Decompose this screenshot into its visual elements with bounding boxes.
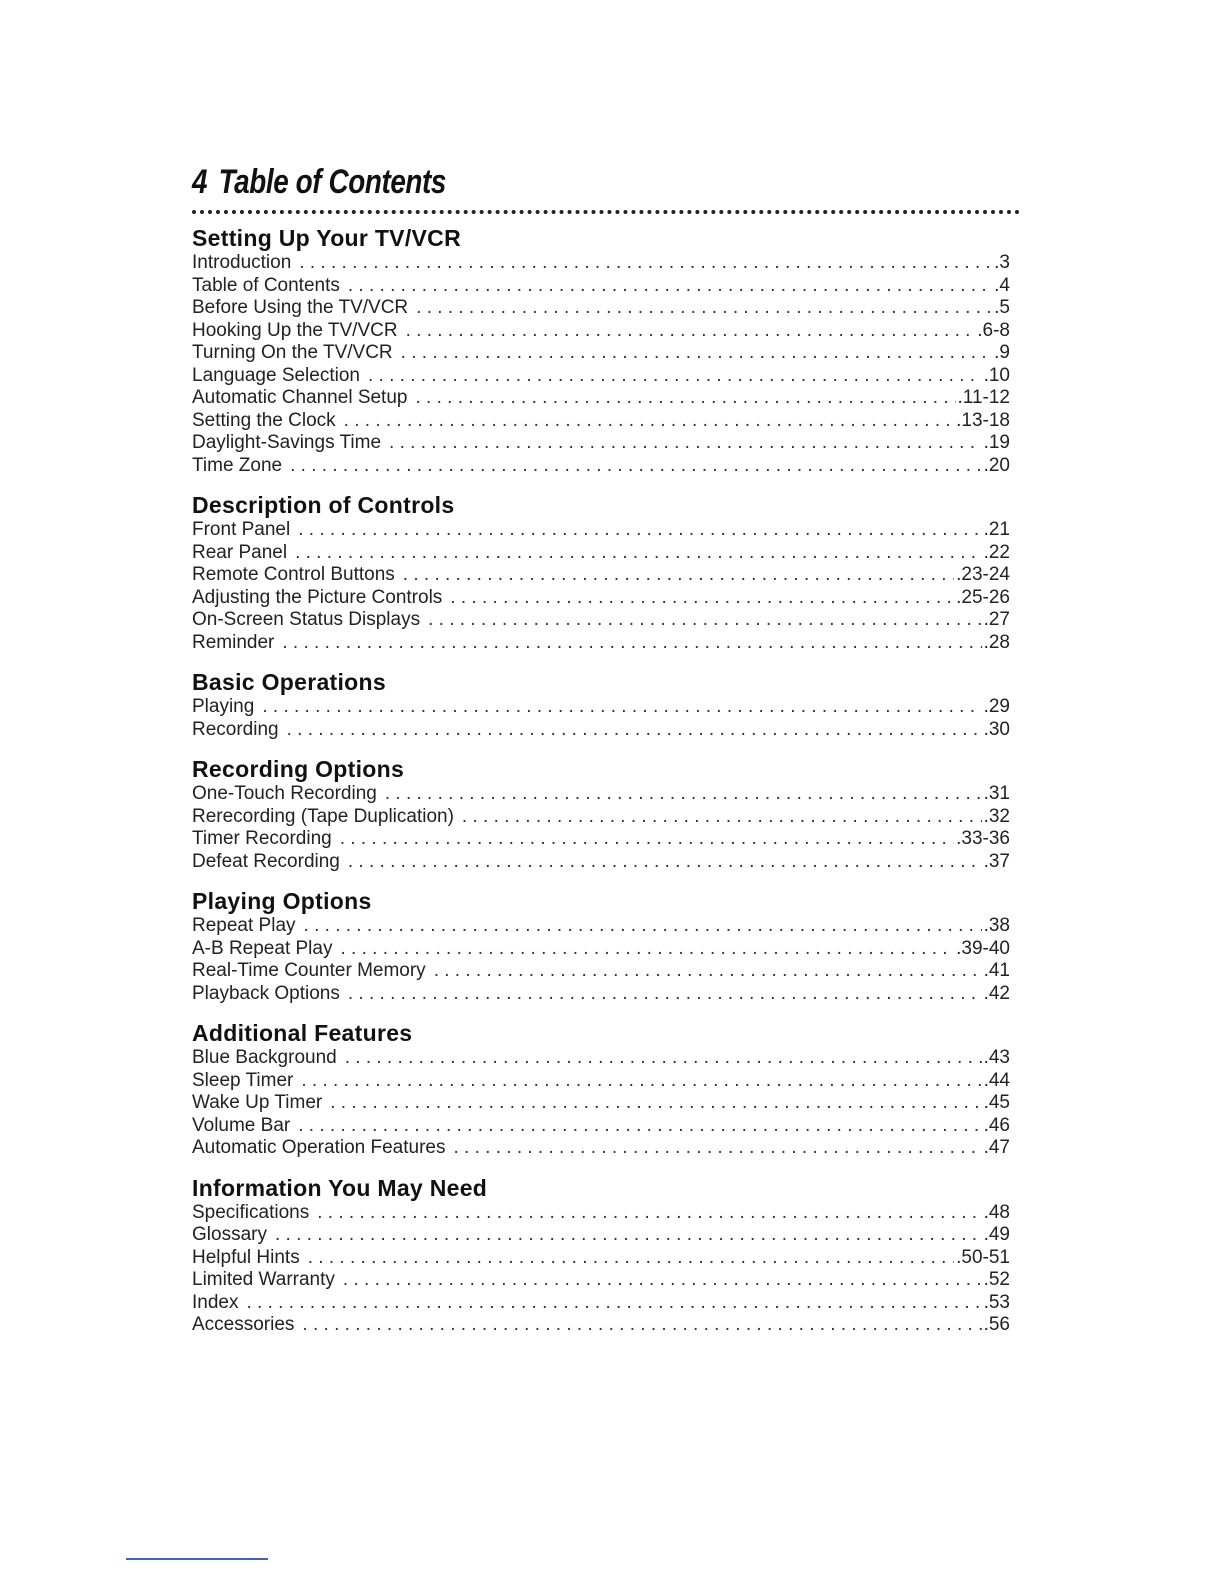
toc-entry: [192, 542, 1010, 565]
toc-entry-list: [192, 1202, 1010, 1337]
entry-title: Sleep Timer: [192, 1069, 294, 1091]
dot-leader: [368, 365, 982, 388]
entry-page-number: .19: [983, 432, 1010, 453]
entry-page-number: .11-12: [957, 387, 1010, 408]
toc-entry: [192, 297, 1010, 320]
entry-title: A-B Repeat Play: [192, 937, 333, 959]
entry-title: Automatic Operation Features: [192, 1137, 446, 1158]
toc-entry: [192, 983, 1010, 1006]
entry-title: Rerecording (Tape Duplication): [192, 805, 454, 827]
entry-title: Playing: [192, 696, 255, 717]
entry-title: Helpful Hints: [192, 1246, 300, 1268]
dot-leader: [348, 275, 992, 298]
entry-page-number: .39-40: [956, 937, 1010, 959]
entry-page-number: .31: [983, 783, 1010, 804]
section-title: Setting Up Your TV/VCR: [192, 225, 461, 251]
dot-leader: [348, 851, 982, 874]
toc-entry: [192, 455, 1010, 478]
toc-entry: [192, 587, 1010, 610]
dotted-divider: [192, 210, 1020, 214]
toc-section: [192, 1019, 1010, 1160]
dot-leader: [389, 432, 982, 455]
dot-leader: [340, 938, 954, 961]
dot-leader: [302, 1314, 981, 1337]
footer-rule: [126, 1558, 268, 1560]
dot-leader: [385, 783, 982, 806]
toc-entry: [192, 387, 1010, 410]
dot-leader: [287, 719, 982, 742]
dot-leader: [406, 320, 976, 343]
toc-entry: [192, 960, 1010, 983]
toc-entry: [192, 410, 1010, 433]
page-heading: [192, 160, 446, 204]
entry-page-number: .9: [994, 342, 1010, 363]
entry-title: Limited Warranty: [192, 1269, 335, 1290]
toc-entry: [192, 252, 1010, 275]
toc-entry: [192, 696, 1010, 719]
entry-page-number: .45: [983, 1092, 1010, 1113]
entry-title: Introduction: [192, 252, 292, 273]
entry-title: Daylight-Savings Time: [192, 432, 382, 453]
entry-page-number: .42: [983, 982, 1010, 1004]
dot-leader: [348, 983, 982, 1006]
entry-page-number: .32: [983, 805, 1010, 827]
entry-title: Remote Control Buttons: [192, 564, 395, 585]
entry-page-number: .27: [983, 609, 1010, 630]
toc-entry: [192, 342, 1010, 365]
entry-title: Rear Panel: [192, 541, 288, 563]
dot-leader: [403, 564, 954, 587]
toc-entry: [192, 851, 1010, 874]
dot-leader: [330, 1092, 981, 1115]
entry-title: Blue Background: [192, 1047, 337, 1068]
dot-leader: [462, 806, 982, 829]
entry-title: Defeat Recording: [192, 850, 340, 872]
dot-leader: [246, 1292, 981, 1315]
dot-leader: [434, 960, 982, 983]
entry-page-number: .46: [983, 1114, 1010, 1136]
toc-entry-list: [192, 783, 1010, 873]
toc-entry: [192, 806, 1010, 829]
dot-leader: [453, 1137, 981, 1160]
entry-title: Playback Options: [192, 982, 340, 1004]
toc-section: [192, 224, 1010, 477]
toc-entry: [192, 1314, 1010, 1337]
section-title: Description of Controls: [192, 492, 455, 518]
toc-entry: [192, 320, 1010, 343]
toc-section: [192, 887, 1010, 1005]
entry-page-number: .49: [983, 1224, 1010, 1245]
section-title: Additional Features: [192, 1020, 413, 1046]
entry-page-number: .13-18: [956, 409, 1010, 431]
toc-entry: [192, 519, 1010, 542]
toc-entry: [192, 828, 1010, 851]
page-number: 4: [192, 163, 208, 201]
entry-page-number: .10: [983, 364, 1010, 386]
toc-entry-list: [192, 915, 1010, 1005]
entry-page-number: .20: [983, 454, 1010, 476]
entry-page-number: .3: [994, 252, 1010, 273]
toc-entry: [192, 1115, 1010, 1138]
entry-page-number: .50-51: [956, 1246, 1010, 1268]
toc-entry-list: [192, 252, 1010, 477]
entry-title: Reminder: [192, 631, 275, 653]
toc-entry: [192, 719, 1010, 742]
entry-page-number: .53: [983, 1291, 1010, 1313]
entry-page-number: .41: [983, 960, 1010, 981]
dot-leader: [298, 519, 981, 542]
entry-page-number: .48: [983, 1201, 1010, 1223]
dot-leader: [290, 455, 981, 478]
entry-title: Glossary: [192, 1224, 267, 1245]
dot-leader: [275, 1224, 982, 1247]
entry-page-number: .22: [983, 541, 1010, 563]
toc-entry: [192, 564, 1010, 587]
entry-title: Wake Up Timer: [192, 1092, 323, 1113]
toc-entry: [192, 938, 1010, 961]
toc-entry: [192, 1137, 1010, 1160]
entry-title: One-Touch Recording: [192, 783, 377, 804]
toc-entry: [192, 1070, 1010, 1093]
dot-leader: [450, 587, 954, 610]
toc-entry: [192, 432, 1010, 455]
toc-entry: [192, 609, 1010, 632]
toc-section: [192, 755, 1010, 873]
entry-page-number: .29: [983, 696, 1010, 717]
toc-entry-list: [192, 1047, 1010, 1160]
toc-entry: [192, 915, 1010, 938]
toc-entry: [192, 1092, 1010, 1115]
entry-title: On-Screen Status Displays: [192, 609, 421, 630]
section-title: Playing Options: [192, 888, 372, 914]
entry-title: Volume Bar: [192, 1114, 291, 1136]
dot-leader: [301, 1070, 981, 1093]
table-of-contents: [192, 224, 1010, 1351]
entry-title: Repeat Play: [192, 915, 296, 936]
dot-leader: [415, 387, 955, 410]
entry-title: Hooking Up the TV/VCR: [192, 319, 398, 341]
entry-title: Time Zone: [192, 454, 283, 476]
toc-section: [192, 668, 1010, 741]
dot-leader: [416, 297, 992, 320]
entry-page-number: .43: [983, 1047, 1010, 1068]
toc-entry: [192, 632, 1010, 655]
page-title: Table of Contents: [218, 163, 447, 201]
dot-leader: [343, 1269, 982, 1292]
dot-leader: [262, 696, 981, 719]
dot-leader: [340, 828, 954, 851]
dot-leader: [299, 252, 992, 275]
entry-page-number: .33-36: [956, 828, 1010, 849]
dot-leader: [282, 632, 981, 655]
toc-section: [192, 491, 1010, 654]
dot-leader: [298, 1115, 981, 1138]
entry-page-number: .6-8: [977, 319, 1010, 341]
toc-entry: [192, 1269, 1010, 1292]
entry-title: Turning On the TV/VCR: [192, 342, 393, 363]
entry-page-number: .4: [994, 274, 1010, 296]
section-title: Information You May Need: [192, 1174, 488, 1201]
section-title: Basic Operations: [192, 669, 386, 695]
entry-title: Table of Contents: [192, 274, 340, 296]
dot-leader: [401, 342, 992, 365]
entry-page-number: .21: [983, 519, 1010, 540]
toc-entry: [192, 275, 1010, 298]
entry-title: Automatic Channel Setup: [192, 387, 408, 408]
entry-page-number: .56: [983, 1314, 1010, 1335]
entry-page-number: .44: [983, 1069, 1010, 1091]
dot-leader: [345, 1047, 982, 1070]
entry-title: Accessories: [192, 1314, 295, 1335]
toc-entry: [192, 1047, 1010, 1070]
toc-entry: [192, 1247, 1010, 1270]
entry-page-number: .47: [983, 1137, 1010, 1158]
dot-leader: [344, 410, 954, 433]
dot-leader: [428, 609, 981, 632]
toc-entry: [192, 1292, 1010, 1315]
toc-entry: [192, 1224, 1010, 1247]
entry-page-number: .5: [994, 297, 1010, 318]
entry-page-number: .25-26: [956, 586, 1010, 608]
toc-entry: [192, 365, 1010, 388]
entry-title: Recording: [192, 718, 279, 740]
entry-title: Real-Time Counter Memory: [192, 960, 426, 981]
entry-title: Language Selection: [192, 364, 360, 386]
toc-entry-list: [192, 519, 1010, 654]
entry-page-number: .23-24: [956, 564, 1010, 585]
entry-title: Setting the Clock: [192, 409, 336, 431]
entry-title: Index: [192, 1291, 239, 1313]
toc-entry-list: [192, 696, 1010, 741]
toc-entry: [192, 783, 1010, 806]
entry-page-number: .30: [983, 718, 1010, 740]
entry-page-number: .28: [983, 631, 1010, 653]
dot-leader: [308, 1247, 954, 1270]
entry-page-number: .38: [983, 915, 1010, 936]
entry-title: Timer Recording: [192, 828, 332, 849]
toc-section: [192, 1174, 1010, 1337]
entry-title: Front Panel: [192, 519, 291, 540]
entry-title: Adjusting the Picture Controls: [192, 586, 443, 608]
entry-title: Before Using the TV/VCR: [192, 297, 409, 318]
entry-title: Specifications: [192, 1201, 310, 1223]
toc-entry: [192, 1202, 1010, 1225]
dot-leader: [304, 915, 982, 938]
entry-page-number: .37: [983, 850, 1010, 872]
section-title: Recording Options: [192, 756, 405, 782]
dot-leader: [317, 1202, 981, 1225]
entry-page-number: .52: [983, 1269, 1010, 1290]
dot-leader: [295, 542, 982, 565]
